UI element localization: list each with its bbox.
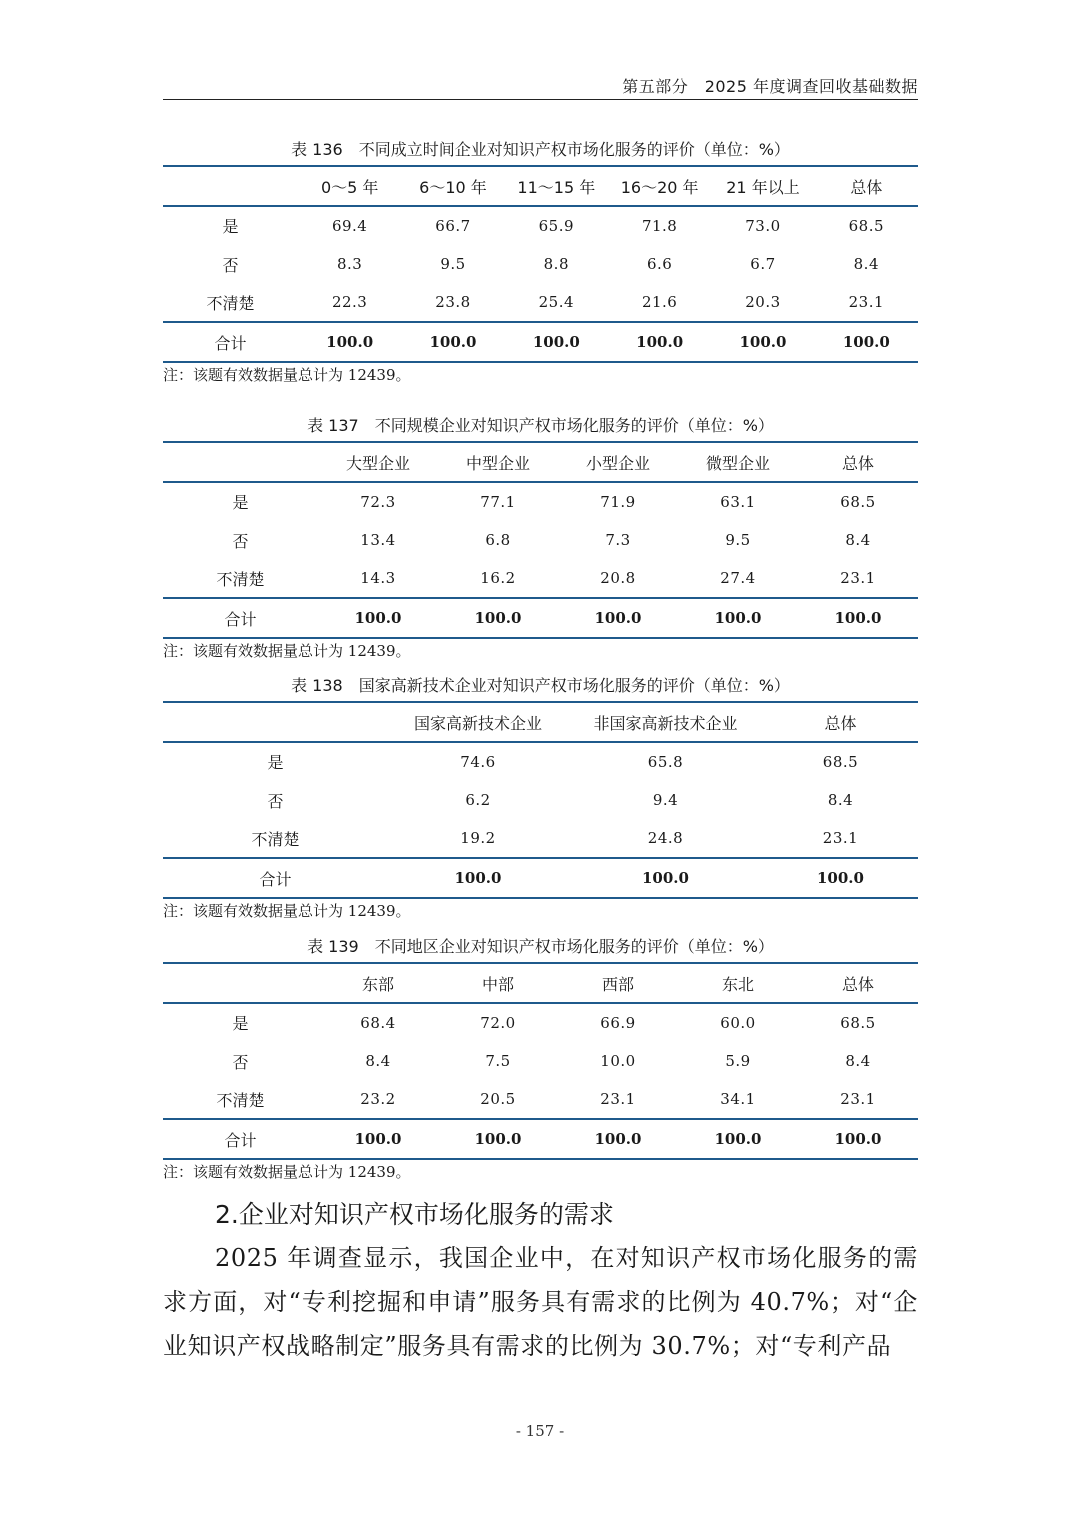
cell: 7.5: [485, 1052, 511, 1071]
row-label: 是: [267, 753, 284, 773]
cell: 8.4: [827, 791, 854, 810]
column-header: 16～20 年: [620, 177, 699, 197]
cell: 8.4: [845, 1052, 871, 1071]
cell: 65.8: [647, 752, 684, 771]
cell: 9.4: [652, 791, 679, 810]
cell: 71.8: [641, 216, 678, 235]
column-header: 0～5 年: [320, 177, 379, 197]
table-caption: 表 137 不同规模企业对知识产权市场化服务的评价（单位：%）: [307, 416, 774, 435]
cell: 71.9: [600, 492, 636, 511]
table-row: [163, 781, 918, 820]
cell: 100.0: [834, 609, 882, 628]
cell: 100.0: [326, 333, 374, 352]
column-header: 6～10 年: [419, 177, 487, 197]
corner-cell: [163, 442, 318, 482]
table-row: [163, 819, 918, 858]
column-header: 总体: [841, 974, 874, 994]
cell: 100.0: [714, 609, 762, 628]
data-table: [163, 441, 918, 639]
cell: 73.0: [745, 216, 781, 235]
table-137-block: [163, 411, 918, 663]
cell: 68.5: [840, 492, 876, 511]
table-136-block: [163, 135, 918, 387]
cell: 21.6: [641, 293, 678, 312]
table-row: [163, 742, 918, 781]
cell: 25.4: [538, 293, 575, 312]
corner-cell: [163, 963, 318, 1003]
column-header: 大型企业: [345, 453, 410, 473]
cell: 22.3: [331, 293, 368, 312]
cell: 23.1: [600, 1090, 636, 1109]
column-header: 微型企业: [705, 453, 770, 473]
row-label: 合计: [214, 333, 247, 353]
row-label: 不清楚: [216, 1090, 265, 1110]
cell: 72.3: [360, 492, 396, 511]
column-header: 总体: [841, 453, 874, 473]
data-table: [163, 701, 918, 899]
cell: 23.2: [360, 1090, 396, 1109]
row-label: 否: [232, 1052, 249, 1072]
total-row: [163, 598, 918, 638]
table-row: [163, 1003, 918, 1042]
cell: 23.1: [840, 569, 876, 588]
column-header: 21 年以上: [726, 177, 800, 197]
table-caption: 表 136 不同成立时间企业对知识产权市场化服务的评价（单位：%）: [291, 140, 790, 159]
cell: 14.3: [360, 569, 396, 588]
cell: 20.3: [745, 293, 781, 312]
cell: 8.3: [336, 255, 363, 274]
cell: 100.0: [842, 333, 890, 352]
row-label: 否: [222, 255, 239, 275]
column-header: 东部: [361, 974, 394, 994]
column-header: 东北: [721, 974, 754, 994]
total-row: [163, 858, 918, 898]
cell: 66.9: [600, 1013, 636, 1032]
cell: 65.9: [538, 216, 575, 235]
cell: 23.1: [840, 1090, 876, 1109]
cell: 100.0: [474, 1130, 522, 1149]
column-header: 中部: [481, 974, 514, 994]
column-header: 西部: [601, 974, 634, 994]
table-row: [163, 1042, 918, 1081]
cell: 100.0: [642, 869, 689, 888]
cell: 63.1: [720, 492, 756, 511]
table-note: 注：该题有效数据量总计为 12439。: [163, 642, 411, 661]
cell: 7.3: [605, 531, 631, 550]
cell: 100.0: [354, 609, 402, 628]
cell: 23.8: [435, 293, 471, 312]
row-label: 是: [232, 493, 249, 513]
cell: 5.9: [725, 1052, 751, 1071]
row-label: 是: [222, 217, 239, 237]
cell: 8.4: [845, 531, 871, 550]
cell: 24.8: [647, 829, 684, 848]
cell: 60.0: [720, 1013, 756, 1032]
table-row: [163, 521, 918, 560]
page-number: - 157 -: [515, 1422, 565, 1440]
column-header: 总体: [850, 177, 883, 197]
cell: 100.0: [354, 1130, 402, 1149]
table-row: [163, 283, 918, 322]
cell: 20.8: [600, 569, 636, 588]
cell: 6.8: [485, 531, 511, 550]
data-table: [163, 165, 918, 363]
cell: 6.7: [750, 255, 776, 274]
cell: 8.8: [543, 255, 569, 274]
cell: 100.0: [474, 609, 522, 628]
cell: 100.0: [834, 1130, 882, 1149]
table-note: 注：该题有效数据量总计为 12439。: [163, 366, 411, 385]
cell: 6.2: [465, 791, 491, 810]
table-row: [163, 206, 918, 245]
cell: 100.0: [817, 869, 864, 888]
cell: 10.0: [600, 1052, 636, 1071]
table-note: 注：该题有效数据量总计为 12439。: [163, 1163, 411, 1182]
column-header: 非国家高新技术企业: [593, 713, 738, 733]
cell: 100.0: [429, 333, 477, 352]
cell: 69.4: [331, 216, 368, 235]
row-label: 合计: [259, 869, 292, 889]
cell: 34.1: [720, 1090, 756, 1109]
corner-cell: [163, 166, 298, 206]
cell: 68.5: [848, 216, 885, 235]
cell: 100.0: [714, 1130, 762, 1149]
cell: 77.1: [480, 492, 516, 511]
cell: 68.4: [360, 1013, 396, 1032]
table-row: [163, 482, 918, 521]
column-header: 中型企业: [465, 453, 530, 473]
data-table: [163, 962, 918, 1160]
table-note: 注：该题有效数据量总计为 12439。: [163, 902, 411, 921]
cell: 8.4: [365, 1052, 391, 1071]
column-header: 国家高新技术企业: [413, 713, 542, 733]
table-row: [163, 245, 918, 284]
cell: 100.0: [739, 333, 787, 352]
total-row: [163, 1119, 918, 1159]
table-139-block: [163, 932, 918, 1184]
row-label: 不清楚: [206, 293, 255, 313]
table-row: [163, 559, 918, 598]
row-label: 合计: [224, 1130, 257, 1150]
cell: 19.2: [460, 829, 496, 848]
row-label: 不清楚: [251, 829, 300, 849]
cell: 68.5: [822, 752, 859, 771]
column-header: 11～15 年: [517, 177, 596, 197]
total-row: [163, 322, 918, 362]
header-rule: [163, 99, 918, 100]
cell: 72.0: [480, 1013, 516, 1032]
cell: 13.4: [360, 531, 396, 550]
cell: 8.4: [853, 255, 879, 274]
table-caption: 表 138 国家高新技术企业对知识产权市场化服务的评价（单位：%）: [291, 676, 790, 695]
body-paragraph: 2025 年调查显示，我国企业中，在对知识产权市场化服务的需求方面，对“专利挖掘和申请”服务具有需求的比例为 40.7%；对“企业知识产权战略制定”服务具有需求的比例为 30.7%；对“专利产品: [163, 1244, 918, 1360]
cell: 100.0: [532, 333, 580, 352]
cell: 100.0: [636, 333, 684, 352]
row-label: 不清楚: [216, 569, 265, 589]
cell: 68.5: [840, 1013, 876, 1032]
row-label: 否: [267, 791, 284, 811]
cell: 23.1: [848, 293, 885, 312]
table-138-block: [163, 671, 918, 923]
cell: 100.0: [454, 869, 502, 888]
cell: 9.5: [440, 255, 466, 274]
running-header: 第五部分 2025 年度调查回收基础数据: [622, 77, 918, 96]
cell: 20.5: [480, 1090, 516, 1109]
cell: 66.7: [435, 216, 471, 235]
cell: 27.4: [720, 569, 756, 588]
column-header: 总体: [824, 713, 857, 733]
row-label: 否: [232, 531, 249, 551]
cell: 9.5: [725, 531, 751, 550]
corner-cell: [163, 702, 388, 742]
table-caption: 表 139 不同地区企业对知识产权市场化服务的评价（单位：%）: [307, 937, 774, 956]
cell: 16.2: [480, 569, 516, 588]
cell: 23.1: [822, 829, 859, 848]
section-heading: 2.企业对知识产权市场化服务的需求: [215, 1200, 614, 1229]
cell: 74.6: [460, 752, 496, 771]
row-label: 是: [232, 1014, 249, 1034]
column-header: 小型企业: [585, 453, 650, 473]
cell: 100.0: [594, 609, 642, 628]
row-label: 合计: [224, 609, 257, 629]
cell: 100.0: [594, 1130, 642, 1149]
table-row: [163, 1080, 918, 1119]
cell: 6.6: [646, 255, 673, 274]
